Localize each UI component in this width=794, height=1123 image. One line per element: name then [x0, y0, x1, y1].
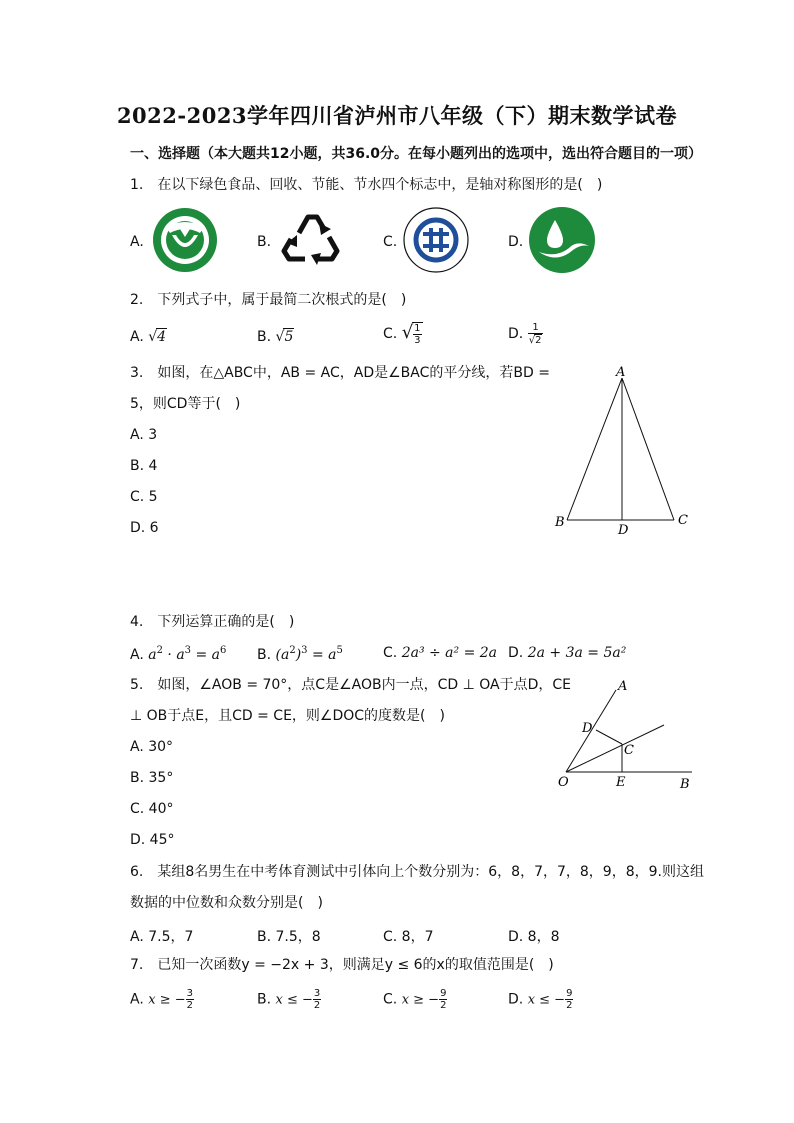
q4-stem: 4. 下列运算正确的是( ) [130, 614, 295, 630]
q4-label-b: B. [257, 647, 272, 663]
q2-label-b: B. [257, 329, 272, 345]
q3-triangle-figure [548, 360, 698, 542]
q5-angle-figure [552, 672, 702, 796]
q3-stem-line2: 5，则CD等于( ) [130, 396, 241, 412]
q4-d-expression: 2a + 3a = 5a² [527, 645, 627, 661]
q7-b-fraction: $\frac{3}{2}$ [313, 988, 321, 1011]
q3-option-b[interactable]: B. 4 [130, 458, 158, 474]
q2-b-radicand: 5 [284, 329, 294, 345]
q2-label-a: A. [130, 329, 144, 345]
q7-c-fraction: $\frac{9}{2}$ [440, 988, 447, 1011]
q5-label-A: A [618, 679, 628, 694]
recycle-logo [277, 207, 343, 271]
q2-option-a[interactable]: A. √4 [130, 329, 167, 345]
q6-option-a[interactable]: A. 7.5，7 [130, 929, 194, 945]
q4-c-expression: 2a³ ÷ a² = 2a [401, 645, 498, 661]
q5-option-a[interactable]: A. 30° [130, 739, 174, 755]
q1-label-c: C. [383, 234, 398, 250]
q1-stem: 1. 在以下绿色食品、回收、节能、节水四个标志中，是轴对称图形的是( ) [130, 177, 603, 193]
q5-stem-line1: 5. 如图，∠AOB = 70°，点C是∠AOB内一点，CD ⊥ OA于点D，CE [130, 677, 571, 693]
q4-label-c: C. [383, 645, 398, 661]
q3-label-A: A [616, 365, 626, 380]
q3-label-D: D [618, 523, 629, 538]
q7-a-fraction: $\frac{3}{2}$ [186, 988, 193, 1011]
q6-stem-line1: 6. 某组8名男生在中考体育测试中引体向上个数分别为：6，8，7，7，8，9，8，9.则这组 [130, 864, 704, 880]
q2-label-c: C. [383, 326, 398, 342]
q7-option-c[interactable]: C. x ≥ − $\frac{9}{2}$ [383, 988, 447, 1011]
q3-label-B: B [555, 515, 565, 530]
q4-option-d[interactable] [508, 645, 626, 661]
q7-option-a[interactable]: A. x ≥ − $\frac{3}{2}$ [130, 988, 193, 1011]
q2-option-b[interactable]: B. √5 [257, 329, 294, 345]
q7-label-c: C. [383, 991, 398, 1008]
q6-option-b[interactable]: B. 7.5，8 [257, 929, 321, 945]
q5-label-D: D [582, 721, 593, 736]
q3-option-a[interactable]: A. 3 [130, 427, 158, 443]
q6-option-c[interactable]: C. 8，7 [383, 929, 434, 945]
q7-stem: 7. 已知一次函数y = −2x + 3，则满足y ≤ 6的x的取值范围是( ) [130, 957, 554, 973]
q2-option-c[interactable]: C. √ $\frac{1}{3}$ [383, 322, 421, 346]
q7-label-a: A. [130, 991, 144, 1008]
q2-label-d: D. [508, 326, 524, 342]
q3-option-d[interactable]: D. 6 [130, 520, 159, 536]
q7-label-d: D. [508, 991, 524, 1008]
q7-option-d[interactable]: D. x ≤ − $\frac{9}{2}$ [508, 988, 573, 1011]
q5-label-C: C [624, 743, 634, 758]
water-saving-logo [527, 206, 597, 274]
q7-label-b: B. [257, 991, 272, 1008]
q6-stem-line2: 数据的中位数和众数分别是( ) [130, 895, 323, 911]
q3-label-C: C [678, 513, 688, 528]
q4-option-a[interactable]: A. $a^2 \cdot a^3 = a^6$ [130, 645, 227, 663]
q2-option-d[interactable] [508, 322, 543, 346]
q6-option-d[interactable]: D. 8，8 [508, 929, 560, 945]
q7-d-fraction: $\frac{9}{2}$ [566, 988, 573, 1011]
q5-label-B: B [680, 777, 690, 792]
q1-label-a: A. [130, 234, 144, 250]
q4-option-c[interactable] [383, 645, 497, 661]
q3-stem-line1: 3. 如图，在△ABC中，AB = AC，AD是∠BAC的平分线，若BD = [130, 365, 550, 381]
q5-option-d[interactable]: D. 45° [130, 832, 175, 848]
q1-label-b: B. [257, 234, 272, 250]
page-title: 2022-2023学年四川省泸州市八年级（下）期末数学试卷 [116, 103, 678, 128]
energy-saving-logo [402, 206, 470, 274]
section-heading: 一、选择题（本大题共12小题，共36.0分。在每小题列出的选项中，选出符合题目的一项） [130, 146, 703, 162]
q7-option-b[interactable]: B. x ≤ − $\frac{3}{2}$ [257, 988, 321, 1011]
q5-label-O: O [558, 775, 569, 790]
q1-label-d: D. [508, 234, 524, 250]
q2-d-fraction: $\frac{1}{√2}$ [528, 322, 542, 346]
q2-a-radicand: 4 [157, 329, 167, 345]
q4-label-a: A. [130, 647, 144, 663]
q4-option-b[interactable]: B. $(a^2)^3 = a^5$ [257, 645, 343, 663]
q5-label-E: E [616, 775, 626, 790]
q3-option-c[interactable]: C. 5 [130, 489, 158, 505]
green-food-logo [150, 207, 220, 273]
q2-stem: 2. 下列式子中，属于最简二次根式的是( ) [130, 292, 407, 308]
q5-stem-line2: ⊥ OB于点E，且CD = CE，则∠DOC的度数是( ) [130, 708, 445, 724]
q5-option-b[interactable]: B. 35° [130, 770, 174, 786]
q5-option-c[interactable]: C. 40° [130, 801, 174, 817]
q2-c-fraction: $\frac{1}{3}$ [414, 323, 421, 346]
q4-label-d: D. [508, 645, 524, 661]
